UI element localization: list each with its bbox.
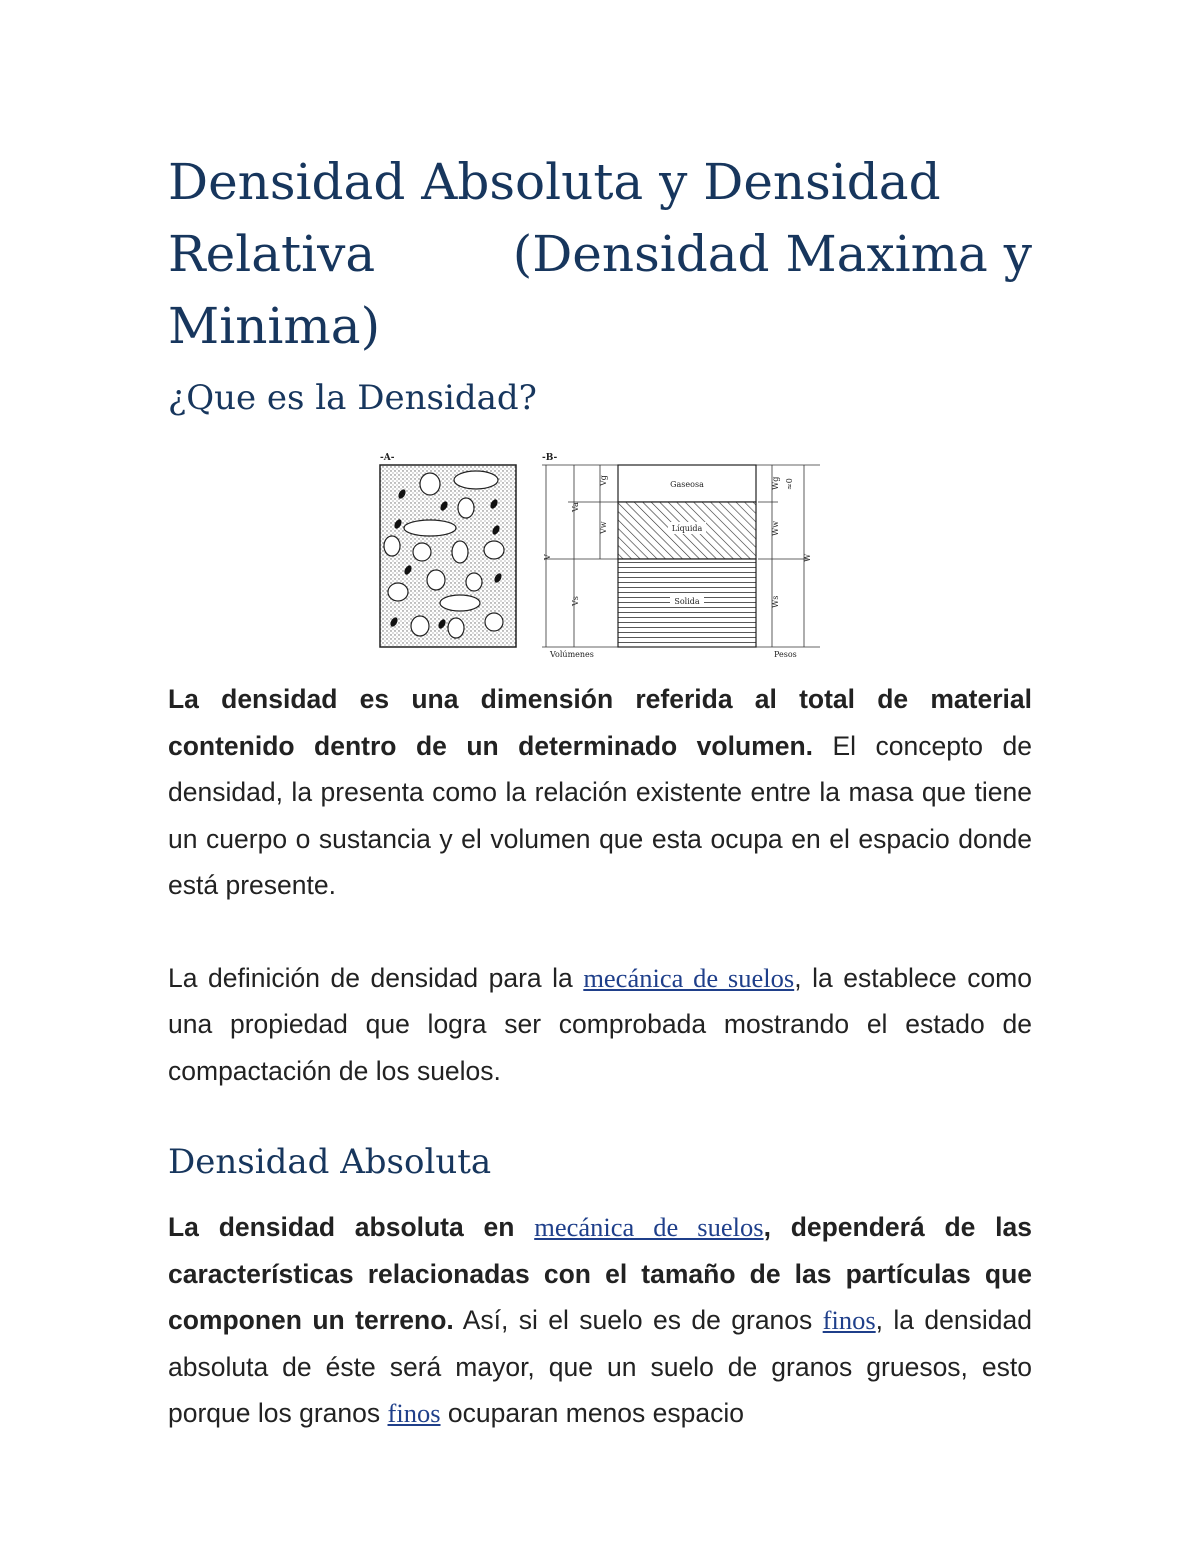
title-line-1: Densidad Absoluta y Densidad xyxy=(168,153,941,211)
paragraph-absolute-density xyxy=(168,1204,1032,1437)
va-label: Va xyxy=(571,502,580,512)
w-label: W xyxy=(803,553,812,562)
fines-link[interactable]: finos xyxy=(822,1305,876,1335)
liquid-label: Líquida xyxy=(671,524,703,533)
soil-mechanics-link[interactable]: mecánica de suelos xyxy=(583,962,795,993)
p3-bold-b: , dependerá de las características relacionadas con el tamaño de las partículas que componen un terreno. xyxy=(168,1212,1032,1335)
wg-value-label: ≈0 xyxy=(785,478,794,490)
title-line-2-right: (Densidad Maxima y xyxy=(512,225,1032,283)
section-title-absolute-density: Densidad Absoluta xyxy=(168,1142,492,1182)
paragraph-density-definition xyxy=(168,676,1032,909)
ws-label: Ws xyxy=(771,595,780,608)
soil-phase-diagram xyxy=(378,450,820,658)
vg-label: Vg xyxy=(599,475,608,486)
volumes-label: Volúmenes xyxy=(550,650,594,658)
vs-label: Vs xyxy=(571,596,580,606)
ww-label: Ww xyxy=(771,520,780,536)
p3-bold-a: La densidad absoluta en xyxy=(168,1212,535,1242)
title-line-2 xyxy=(168,218,1032,290)
density-definition-bold: La densidad es una dimensión referida al total de material contenido dentro de un determinado volumen. xyxy=(168,684,1032,761)
document-page xyxy=(168,140,1032,1437)
v-label: V xyxy=(543,554,552,560)
subtitle: ¿Que es la Densidad? xyxy=(168,378,537,418)
p3-text-c: Así, si el suelo es de granos xyxy=(453,1305,823,1335)
weights-label: Pesos xyxy=(774,650,797,658)
vw-label: Vw xyxy=(599,521,608,534)
document-title xyxy=(168,140,1032,362)
title-line-2-left: Relativa xyxy=(168,225,376,283)
p2-text-a: La definición de densidad para la xyxy=(168,962,584,993)
density-definition-rest: El concepto de densidad, la presenta como la relación existente entre la masa que tiene un cuerpo o sustancia y el volumen que esta ocupa en el espacio donde está presente. xyxy=(168,730,1032,900)
p3-text-d: , la densidad absoluta de éste será mayor, que un suelo de granos gruesos, esto porque los granos xyxy=(168,1305,1032,1428)
label-a: -A- xyxy=(380,453,395,463)
title-line-3: Minima) xyxy=(168,297,381,355)
soil-mechanics-link-2[interactable]: mecánica de suelos xyxy=(534,1212,764,1242)
p2-text-b: , la establece como una propiedad que logra ser comprobada mostrando el estado de compactación de los suelos. xyxy=(168,962,1032,1086)
wg-label: Wg xyxy=(771,476,780,490)
p3-text-e: ocuparan menos espacio xyxy=(440,1398,744,1428)
label-b: -B- xyxy=(542,453,558,463)
fines-link-2[interactable]: finos xyxy=(387,1398,441,1428)
paragraph-soil-mechanics xyxy=(168,955,1032,1095)
solid-label: Solida xyxy=(674,597,700,606)
gas-label: Gaseosa xyxy=(670,480,704,489)
